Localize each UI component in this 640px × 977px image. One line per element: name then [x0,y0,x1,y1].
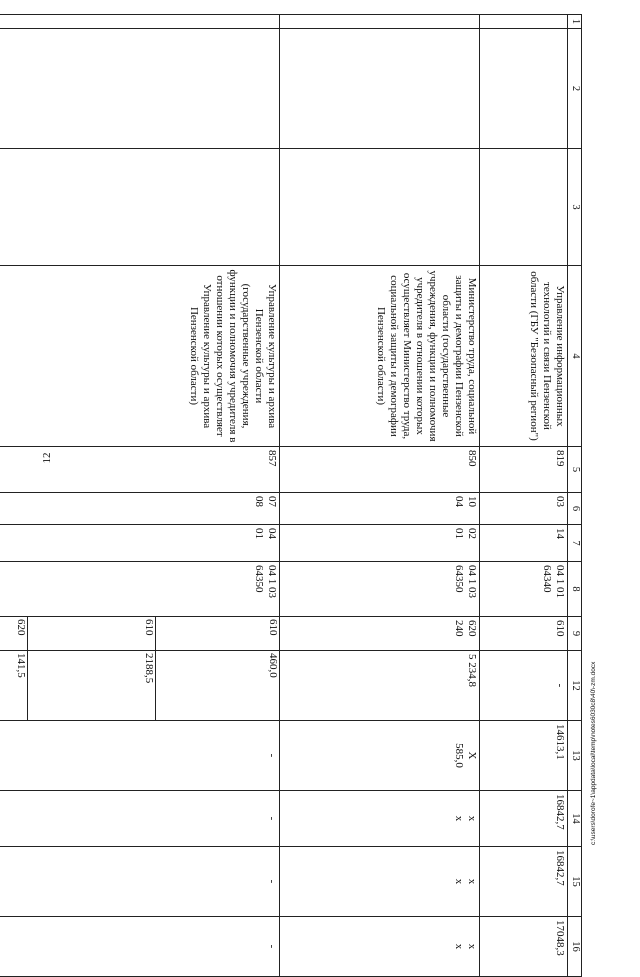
subsection-code: 01 [253,528,265,539]
code-cell: 819 [480,447,568,493]
table-row [480,15,568,977]
amount-value: 460,0 [267,653,279,678]
amount-value: 14613,1 [554,724,566,760]
expense-type-code: 240 [453,620,465,637]
expense-type-code: 610 [267,619,279,636]
header-cell: 1 [568,15,582,29]
budget-table [0,14,582,977]
section-code: 10 [466,496,478,507]
target-code: 64350 [453,565,465,593]
header-row [568,15,582,977]
amount-value: - [266,879,278,884]
code-cell: 850 [280,447,480,493]
amount-value: 585,0 [453,743,465,768]
target-code: 04 1 03 [266,565,278,598]
amount-value: 141,5 [0,651,27,720]
header-cell: 4 [568,266,582,447]
amount-value: Х [466,751,478,760]
section-code: 08 [253,496,265,507]
expense-type-code: 620 [466,620,478,637]
organization-name: Управление культуры и архива Пензенской области (государственные учреждения, функции и полномочия учредителя в отношении которых осуществляет Управление культуры и архива Пензенской области) [0,266,280,447]
footer-file-path: c:\users\dorofe~1\appdata\local\temp\notes6030c8\40\-zm.docx [590,661,597,845]
subsection-code: 02 [466,528,478,539]
header-cell: 6 [568,493,582,525]
target-code: 64350 [253,565,265,593]
expense-type-code: 610 [554,620,566,637]
amount-value: х [466,878,478,885]
section-code: 07 [266,496,278,507]
amount-value: - [266,753,278,758]
section-code: 04 [453,496,465,507]
amount-value: - [554,683,566,688]
header-cell: 3 [568,149,582,266]
header-cell: 5 [568,447,582,493]
expense-type-code: 610 [27,617,155,650]
subsection-code: 01 [453,528,465,539]
amount-value: 16842,7 [554,850,566,886]
target-code: 04 1 03 [466,565,478,598]
header-cell: 12 [568,651,582,721]
table-row [280,15,480,977]
amount-value: - [266,944,278,949]
subsection-code: 14 [554,528,566,539]
amount-value: 5 234,8 [466,654,478,687]
amount-value: 16842,7 [554,794,566,830]
target-code: 04 1 01 [554,565,566,598]
header-cell: 15 [568,847,582,917]
page-number: 12 [41,452,53,464]
amount-value: 2188,5 [27,651,155,720]
header-cell: 8 [568,562,582,617]
header-cell: 13 [568,721,582,791]
header-cell: 14 [568,791,582,847]
target-code: 64340 [541,565,553,593]
budget-table-sheet [14,14,582,956]
amount-value: 17048,3 [554,920,566,956]
header-cell: 7 [568,525,582,562]
expense-type-code: 620 [0,617,27,650]
header-cell: 2 [568,29,582,149]
amount-value: х [453,815,465,822]
section-code: 03 [554,496,566,507]
amount-value: х [466,815,478,822]
amount-value: х [466,943,478,950]
amount-value: - [266,816,278,821]
header-cell: 9 [568,617,582,651]
subsection-code: 04 [266,528,278,539]
header-cell: 16 [568,917,582,977]
organization-name: Управление информационных технологий и связи Пензенской области (ГБУ "Безопасный регион") [480,266,568,447]
amount-value: х [453,943,465,950]
code-cell: 857 [0,447,280,493]
table-row [0,15,280,977]
amount-value: х [453,878,465,885]
organization-name: Министерство труда, социальной защиты и демографии Пензенской области (государственные учреждения, функции и полномочия учредителя в отношении которых осуществляет Министерство труда, социальной защиты и демографии Пензенской области) [280,266,480,447]
